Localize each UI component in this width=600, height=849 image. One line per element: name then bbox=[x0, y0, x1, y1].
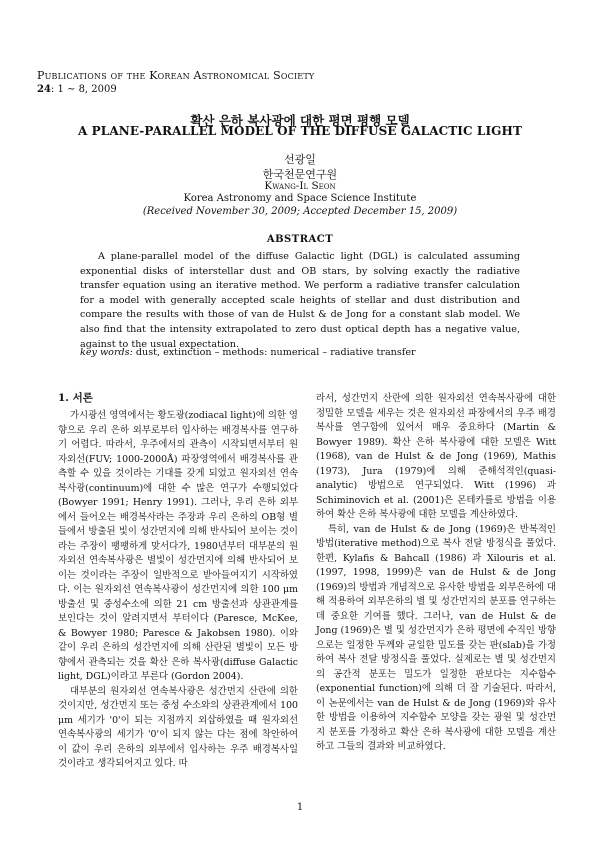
institution-english: Korea Astronomy and Space Science Institute bbox=[183, 193, 417, 204]
abstract-text: A plane-parallel model of the diffuse Galactic light (DGL) is calculated assuming exponential disks of interstellar dust and OB stars, by solving exactly the radiative transfer equation using an iterative method. We perform a radiative transfer calculation for a model with generally accepted scale heights of stellar and dust distribution and compare the results with those of van de Hulst & de Jong for a constant slab model. We also find that the intensity extrapolated to zero dust optical depth has a negative value, against to the usual expectation. bbox=[80, 251, 520, 350]
section-heading: 1. 서론 bbox=[58, 392, 93, 404]
paragraph: 대부분의 원자외선 연속복사광은 성간먼지 산란에 의한 것이지만, 성간먼지 또는 중성 수소와의 상관관계에서 100 μm 세기가 '0'이 되는 지점까지 외삽하였을 때 원자외선 연속복사광의 세기가 '0'이 되지 않는 다는 점에 착안하여 이 값이 우리 은하의 외부에서 입사하는 우주 배경복사일 것이라고 생각되어지고 있다. 따 bbox=[58, 685, 298, 769]
author-name-english: Kwang-Il Seon bbox=[264, 180, 336, 192]
keywords-list: dust, extinction – methods: numerical – radiative transfer bbox=[132, 347, 416, 358]
institution-korean: 한국천문연구원 bbox=[262, 168, 338, 181]
volume-number: 24 bbox=[37, 84, 51, 95]
keywords bbox=[80, 346, 520, 360]
abstract-heading: ABSTRACT bbox=[266, 234, 334, 245]
paragraph: 라서, 성간먼지 산란에 의한 원자외선 연속복사광에 대한 정밀한 모델을 세우는 것은 원자외선 파장에서의 우주 배경복사를 연구함에 있어서 매우 중요하다 (Martin & Bowyer 1989). 확산 은하 복사광에 대한 모델은 Witt (1968), van de Hulst & de Jong (1969), Mathis (1973), Jura (1979)에 의해 준해석적인(quasi-analytic) 방법으로 연구되었다. Witt (1996) 과 Schiminovich et al. (2001)은 몬테카를로 방법을 이용하여 확산 은하 복사광에 대한 모델을 계산하였다. bbox=[316, 393, 556, 520]
paragraph: 가시광선 영역에서는 황도광(zodiacal light)에 의한 영향으로 우리 은하 외부로부터 입사하는 배경복사를 연구하기 어렵다. 따라서, 우주에서의 관측이 시작되면서부터 원자외선(FUV; 1000-2000Å) 파장영역에서 배경복사를 관측할 수 있을 것이라는 기대를 갖게 되었고 원자외선 연속복사광(continuum)에 대한 수 많은 연구가 수행되었다 (Bowyer 1991; Henry 1991). 그러나, 우리 은하 외부에서 들어오는 배경복사라는 주장과 우리 은하의 OB형 별들에서 방출된 빛이 성간먼지에 의해 반사되어 보이는 것이라는 주장이 팽팽하게 맞서다가, 1980년부터 대부분의 원자외선 연속복사광은 별빛이 성간먼지에 의해 반사되어 보이는 것이라는 주장이 일반적으로 받아들여지기 시작하였다. 이는 원자외선 연속복사광이 성간먼지에 의한 100 μm 방출선 및 중성수소에 의한 21 cm 방출선과 상관관계를 보인다는 것이 알려지면서 부터이다 (Paresce, McKee, & Bowyer 1980; Paresce & Jakobsen 1980). 이와 같이 우리 은하의 성간먼지에 의해 산란된 별빛이 모든 방향에서 관측되는 것을 확산 은하 복사광(diffuse Galactic light, DGL)이라고 부른다 (Gordon 2004). bbox=[58, 410, 298, 682]
volume-info bbox=[37, 84, 117, 95]
title-korean: 확산 은하 복사광에 대한 평면 평행 모델 bbox=[190, 113, 410, 128]
page-number: 1 bbox=[296, 802, 304, 813]
keywords-label: key words: bbox=[80, 347, 133, 358]
left-column bbox=[58, 409, 298, 772]
right-column bbox=[316, 392, 556, 755]
title-english: A PLANE-PARALLEL MODEL OF THE DIFFUSE GALACTIC LIGHT bbox=[77, 124, 522, 138]
paragraph: 특히, van de Hulst & de Jong (1969)은 반복적인 방법(iterative method)으로 복사 전달 방정식을 풀었다. 한편, Kylafis & Bahcall (1986) 과 Xilouris et al. (1997, 1998, 1999)은 van de Hulst & de Jong (1969)의 방법과 개념적으로 유사한 방법을 외부은하에 대해 적용하여 외부은하의 별 및 성간먼지의 분포를 연구하는 데 중요한 기여를 했다. 그러나, van de Hulst & de Jong (1969)은 별 및 성간먼지가 은하 평면에 수직인 방향으로는 일정한 두께와 균일한 밀도를 갖는 판(slab)을 가정하여 복사 전달 방정식을 풀었다. 실제로는 별 및 성간먼지의 공간적 분포는 밀도가 일정한 판보다는 지수함수(exponential function)에 의해 더 잘 기술된다. 따라서, 이 논문에서는 van de Hulst & de Jong (1969)와 유사한 방법을 이용하여 지수함수 모양을 갖는 광원 및 성간먼지 분포를 가정하고 확산 은하 복사광에 대한 모델을 계산하고 그들의 결과와 비교하였다. bbox=[316, 523, 556, 752]
page-range: : 1 ∼ 8, 2009 bbox=[50, 84, 117, 95]
author-name-korean: 선광일 bbox=[284, 153, 316, 166]
received-accepted-dates: (Received November 30, 2009; Accepted December 15, 2009) bbox=[142, 206, 458, 217]
journal-name: Publications of the Korean Astronomical Society bbox=[37, 69, 315, 82]
